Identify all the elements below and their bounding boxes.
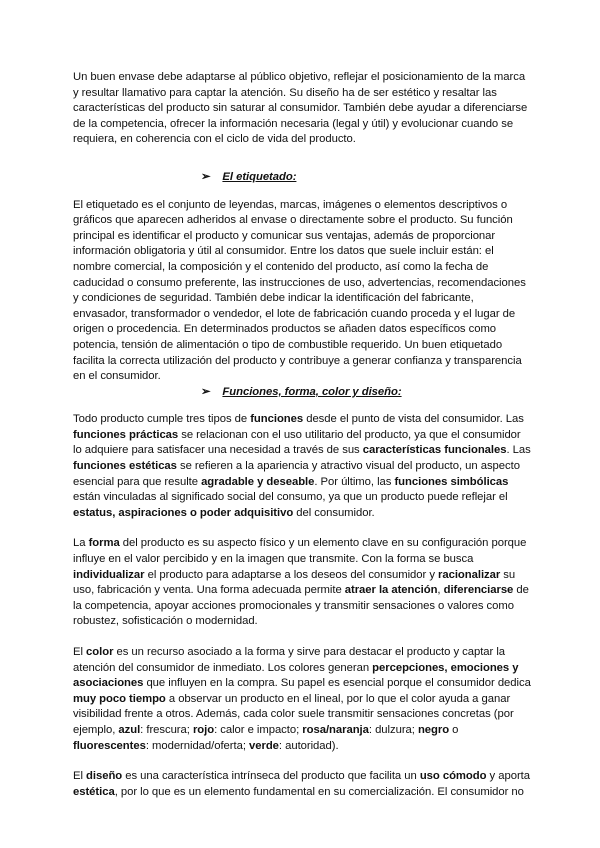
bold-term: rojo <box>192 723 215 736</box>
bold-term: funciones simbólicas <box>394 475 509 488</box>
text-run: del consumidor. <box>293 506 375 519</box>
bold-term: estética <box>73 785 115 798</box>
text-run: y aporta <box>486 770 530 783</box>
bold-term: racionalizar <box>438 568 501 581</box>
funciones-paragraph <box>73 412 531 521</box>
section-title: El etiquetado: <box>222 170 297 183</box>
arrow-bullet-icon: ➢ <box>201 170 211 183</box>
text-run: , <box>437 584 444 597</box>
text-run: que influyen en la compra. Su papel es esencial porque el consumidor dedica <box>143 677 531 690</box>
text-run: . Por último, las <box>314 475 395 488</box>
bold-term: funciones <box>250 413 304 426</box>
text-run: El <box>73 770 87 783</box>
text-run: , por lo que es un elemento fundamental en su comercialización. El consumidor no <box>114 785 524 798</box>
bold-term: azul <box>118 723 141 736</box>
text-run: están vinculadas al significado social del consumo, ya que un producto puede reflejar el <box>73 491 508 504</box>
section-title: Funciones, forma, color y diseño: <box>222 385 402 398</box>
text-run: su uso, fabricación y venta. Una forma adecuada permite <box>73 568 516 597</box>
forma-paragraph <box>73 536 531 630</box>
bold-term: uso cómodo <box>419 770 487 783</box>
bold-term: diferenciarse <box>443 584 514 597</box>
bold-term: negro <box>417 723 450 736</box>
text-run: : calor e impacto; <box>214 723 303 736</box>
bold-term: rosa/naranja <box>302 723 369 736</box>
text-run: es una característica intrínseca del producto que facilita un <box>122 770 420 783</box>
document-page <box>73 70 531 800</box>
bold-term: fluorescentes <box>73 739 146 752</box>
text-run: La <box>73 537 89 550</box>
text-run: es un recurso asociado a la forma y sirve para destacar el producto y captar la atención del consumidor de inmediato. Los colores generan <box>73 646 506 674</box>
bold-term: funciones estéticas <box>73 460 177 473</box>
text-run: Todo producto cumple tres tipos de <box>73 413 251 426</box>
text-run: desde el punto de vista del consumidor. Las <box>303 413 524 426</box>
text-run: se relacionan con el uso utilitario del producto, ya que el consumidor lo adquiere para satisfacer una necesidad a través de sus <box>73 428 521 457</box>
bold-term: percepciones, emociones y asociaciones <box>73 661 519 690</box>
bold-term: muy poco tiempo <box>73 692 166 705</box>
text-run: a observar un producto en el lineal, por lo que el color ayuda a ganar visibilidad frente a otros. Además, cada color suele transmitir sensaciones concretas (por ejemplo, <box>73 692 514 736</box>
text-run: : autoridad). <box>278 739 339 752</box>
text-run: : frescura; <box>140 723 193 736</box>
section-heading-etiquetado <box>73 170 531 186</box>
bold-term: estatus, aspiraciones o poder adquisitivo <box>73 506 294 519</box>
bold-term: individualizar <box>73 568 145 581</box>
bold-term: color <box>86 646 114 658</box>
text-run: del producto es su aspecto físico y un elemento clave en su configuración porque influye en el valor percibido y en la imagen que transmite. Con la forma se busca <box>73 537 527 566</box>
bold-term: verde <box>249 739 279 752</box>
text-run: : dulzura; <box>368 723 418 736</box>
color-paragraph <box>73 645 531 754</box>
text-run: se refieren a la apariencia y atractivo visual del producto, un aspecto esencial para que resulte <box>73 460 520 488</box>
text-run: el producto para adaptarse a los deseos del consumidor y <box>144 568 439 581</box>
bold-term: funciones prácticas <box>73 428 179 441</box>
section-heading-funciones <box>73 385 531 401</box>
bold-term: características funcionales <box>362 444 507 457</box>
intro-paragraph: Un buen envase debe adaptarse al público objetivo, reflejar el posicionamiento de la marca y resultar llamativo para captar la atención. Su diseño ha de ser estético y resaltar las características del producto sin saturar al consumidor. También debe ayudar a diferenciarse de la competencia, ofrecer la información necesaria (legal y útil) y evolucionar cuando se requiera, en coherencia con el ciclo de vida del producto. <box>73 71 528 146</box>
text-run: : modernidad/oferta; <box>145 739 250 752</box>
etiquetado-paragraph: El etiquetado es el conjunto de leyendas, marcas, imágenes o elementos descriptivos o gráficos que aparecen adheridos al envase o directamente sobre el producto. Su función principal es identificar el producto y comunicar sus ventajas, además de proporcionar información obligatoria y útil al consumidor. Entre los datos que suele incluir están: el nombre comercial, la composición y el contenido del producto, así como la fecha de caducidad o consumo preferente, las instrucciones de uso, advertencias, recomendaciones y condiciones de seguridad. También debe indicar la identificación del fabricante, envasador, transformador o vendedor, el lote de fabricación cuando proceda y el lugar de origen o procedencia. En determinados productos se añaden datos específicos como potencia, tensión de alimentación o tipo de combustible requerido. Un buen etiquetado facilita la correcta utilización del producto y contribuye a generar confianza y transparencia en el consumidor. <box>73 198 526 383</box>
diseno-paragraph <box>73 769 531 800</box>
arrow-bullet-icon: ➢ <box>201 385 211 398</box>
text-run: . Las <box>506 444 531 457</box>
bold-term: diseño <box>86 770 123 783</box>
text-run: El <box>73 646 87 658</box>
bold-term: agradable y deseable <box>201 475 315 488</box>
text-run: de la competencia, apoyar acciones promocionales y transmitir sensaciones o valores como robustez, sofisticación o modernidad. <box>73 584 529 628</box>
text-run: o <box>449 723 459 736</box>
bold-term: forma <box>88 537 120 550</box>
bold-term: atraer la atención <box>344 584 438 597</box>
